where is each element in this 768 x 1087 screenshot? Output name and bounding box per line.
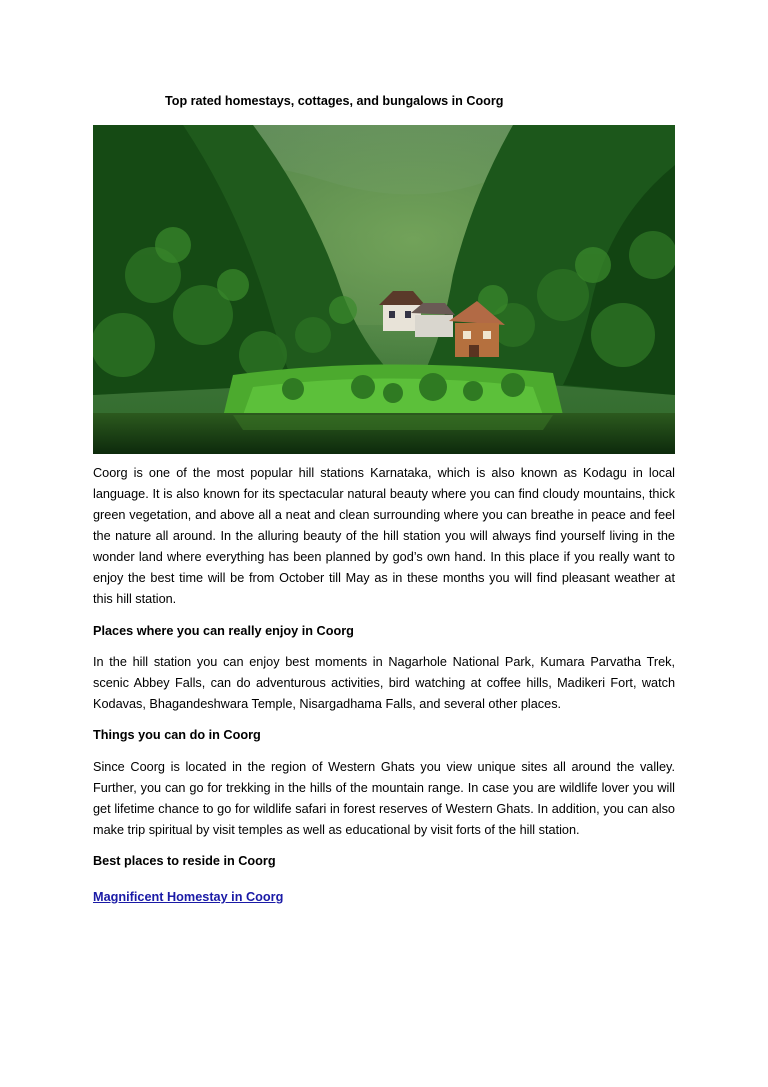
forest-house-photo (93, 125, 675, 454)
document-title: Top rated homestays, cottages, and bungalows in Coorg (165, 94, 504, 108)
section-paragraph: In the hill station you can enjoy best moments in Nagarhole National Park, Kumara Parvatha Trek, scenic Abbey Falls, can do adventurous activities, bird watching at coffee hills, Madikeri Fort, watch Kodavas, Bhagandeshwara Temple, Nisargadhama Falls, and several other places. (93, 655, 675, 711)
section-heading: Best places to reside in Coorg (93, 854, 276, 868)
homestay-link[interactable]: Magnificent Homestay in Coorg (93, 890, 284, 904)
section-paragraph: Since Coorg is located in the region of Western Ghats you view unique sites all around the valley. Further, you can go for trekking in the hills of the mountain range. In case you are wildlife lover you will get lifetime chance to go for wildlife safari in forest reserves of Western Ghats. In addition, you can also make trip spiritual by visit temples as well as educational by visit forts of the hill station. (93, 760, 675, 837)
section-heading: Places where you can really enjoy in Coorg (93, 624, 354, 638)
section-heading: Things you can do in Coorg (93, 728, 261, 742)
intro-paragraph: Coorg is one of the most popular hill stations Karnataka, which is also known as Kodagu in local language. It is also known for its spectacular natural beauty where you can find cloudy mountains, thick green vegetation, and above all a neat and clean surrounding where you can breathe in peace and feel the nature all around. In the alluring beauty of the hill station you will always find yourself living in the wonder land where everything has been planned by god’s own hand. In this place if you really want to enjoy the best time will be from October till May as in these months you will find pleasant weather at this hill station. (93, 466, 675, 606)
